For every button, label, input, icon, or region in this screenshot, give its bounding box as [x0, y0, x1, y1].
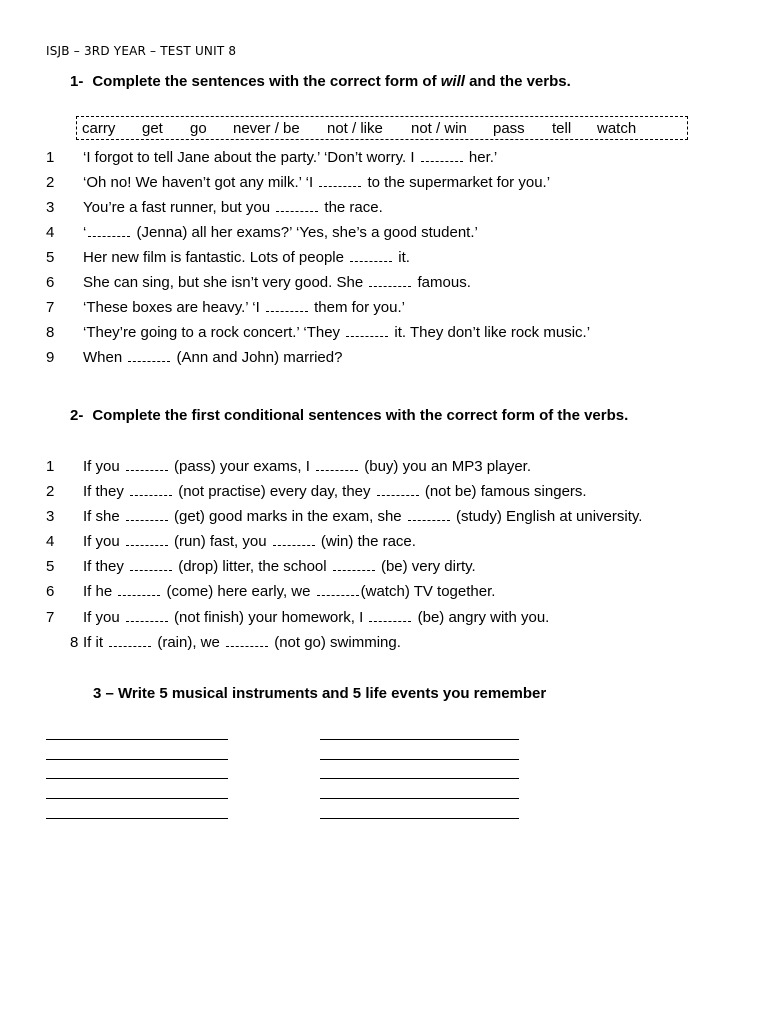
word-box: [76, 116, 688, 140]
item-text: to the supermarket for you.’: [363, 174, 551, 191]
item-text: If you: [83, 458, 124, 475]
answer-line-instrument[interactable]: [46, 759, 228, 760]
answer-blank[interactable]: [369, 274, 411, 287]
word-box-item: tell: [552, 120, 572, 137]
item-text: (not go) swimming.: [270, 634, 401, 651]
item-number: 6: [46, 583, 55, 600]
answer-blank[interactable]: [319, 174, 361, 187]
answer-line-life-event[interactable]: [320, 759, 519, 760]
item-text: (be) angry with you.: [413, 609, 550, 626]
item-number: 3: [46, 508, 55, 525]
item-text: (study) English at university.: [451, 508, 643, 525]
item-number: 5: [46, 249, 55, 266]
word-box-item: go: [190, 120, 207, 137]
exercise-1-title-pre: Complete the sentences with the correct form of: [92, 73, 441, 90]
word-box-item: not / like: [327, 120, 383, 137]
answer-line-life-event[interactable]: [320, 798, 519, 799]
exercise-1-number: 1-: [70, 73, 84, 90]
item-number: 8: [70, 634, 79, 651]
answer-blank[interactable]: [333, 558, 375, 571]
answer-line-life-event[interactable]: [320, 818, 519, 819]
item-text: If they: [83, 483, 129, 500]
word-box-item: carry: [82, 120, 116, 137]
item-text: it. They don’t like rock music.’: [390, 324, 591, 341]
item-text: her.’: [464, 149, 498, 166]
item-text: If you: [83, 533, 124, 550]
item-text: If she: [83, 508, 124, 525]
item-text: (run) fast, you: [169, 533, 271, 550]
item-text: ‘I forgot to tell Jane about the party.’ ‘Don’t worry. I: [83, 149, 419, 166]
answer-blank[interactable]: [421, 149, 463, 162]
item-text: famous.: [413, 274, 471, 291]
exercise-1-heading: [70, 73, 571, 90]
item-number: 6: [46, 274, 55, 291]
item-text: If they: [83, 558, 129, 575]
item-text: (not finish) your homework, I: [169, 609, 368, 626]
item-text: (buy) you an MP3 player.: [360, 458, 531, 475]
item-text: it.: [394, 249, 410, 266]
answer-line-life-event[interactable]: [320, 778, 519, 779]
answer-blank[interactable]: [369, 609, 411, 622]
item-text: (not be) famous singers.: [420, 483, 587, 500]
answer-blank[interactable]: [126, 533, 168, 546]
item-text: ‘These boxes are heavy.’ ‘I: [83, 299, 264, 316]
item-text: ‘Oh no! We haven’t got any milk.’ ‘I: [83, 174, 318, 191]
answer-line-instrument[interactable]: [46, 778, 228, 779]
item-text: If it: [83, 634, 108, 651]
item-text: (not practise) every day, they: [174, 483, 375, 500]
answer-blank[interactable]: [276, 199, 318, 212]
item-number: 7: [46, 299, 55, 316]
word-box-item: pass: [493, 120, 525, 137]
answer-blank[interactable]: [128, 349, 170, 362]
item-number: 3: [46, 199, 55, 216]
item-number: 2: [46, 174, 55, 191]
answer-blank[interactable]: [226, 634, 268, 647]
answer-line-instrument[interactable]: [46, 739, 228, 740]
item-number: 7: [46, 609, 55, 626]
item-text: She can sing, but she isn’t very good. She: [83, 274, 368, 291]
word-box-item: not / win: [411, 120, 467, 137]
item-text: If you: [83, 609, 124, 626]
answer-blank[interactable]: [88, 224, 130, 237]
item-text: (be) very dirty.: [376, 558, 476, 575]
answer-blank[interactable]: [350, 249, 392, 262]
item-number: 2: [46, 483, 55, 500]
item-text: You’re a fast runner, but you: [83, 199, 275, 216]
item-text: (pass) your exams, I: [169, 458, 315, 475]
answer-line-life-event[interactable]: [320, 739, 519, 740]
answer-blank[interactable]: [316, 458, 358, 471]
item-text: (win) the race.: [316, 533, 416, 550]
item-text: the race.: [320, 199, 383, 216]
item-number: 9: [46, 349, 55, 366]
item-text: (come) here early, we: [162, 583, 315, 600]
answer-line-instrument[interactable]: [46, 798, 228, 799]
item-text: ‘They’re going to a rock concert.’ ‘They: [83, 324, 345, 341]
exercise-3-heading: 3 – Write 5 musical instruments and 5 life events you remember: [93, 685, 547, 702]
answer-blank[interactable]: [130, 483, 172, 496]
item-text: them for you.’: [309, 299, 405, 316]
item-text: (watch) TV together.: [360, 583, 496, 600]
answer-blank[interactable]: [130, 558, 172, 571]
item-number: 4: [46, 224, 55, 241]
word-box-item: watch: [597, 120, 637, 137]
word-box-item: get: [142, 120, 163, 137]
item-text: If he: [83, 583, 117, 600]
exercise-1-title-em: will: [440, 73, 465, 90]
item-number: 8: [46, 324, 55, 341]
answer-blank[interactable]: [408, 508, 450, 521]
exercise-2-heading: [70, 407, 628, 424]
answer-blank[interactable]: [126, 458, 168, 471]
answer-blank[interactable]: [346, 324, 388, 337]
answer-blank[interactable]: [377, 483, 419, 496]
item-number: 1: [46, 458, 55, 475]
item-text: When: [83, 349, 127, 366]
answer-blank[interactable]: [273, 533, 315, 546]
word-box-item: never / be: [233, 120, 300, 137]
item-text: ‘: [83, 224, 87, 241]
answer-line-instrument[interactable]: [46, 818, 228, 819]
answer-blank[interactable]: [109, 634, 151, 647]
item-number: 1: [46, 149, 55, 166]
item-text: (drop) litter, the school: [174, 558, 331, 575]
exercise-2-title: Complete the first conditional sentences with the correct form of the verbs.: [92, 407, 629, 424]
item-text: (Jenna) all her exams?’ ‘Yes, she’s a good student.’: [132, 224, 478, 241]
item-number: 5: [46, 558, 55, 575]
answer-blank[interactable]: [317, 583, 359, 596]
answer-blank[interactable]: [126, 508, 168, 521]
answer-blank[interactable]: [126, 609, 168, 622]
exercise-2-number: 2-: [70, 407, 84, 424]
item-text: (Ann and John) married?: [172, 349, 343, 366]
item-number: 4: [46, 533, 55, 550]
exercise-1-title-post: and the verbs.: [464, 73, 571, 90]
page-header: ISJB – 3RD YEAR – TEST UNIT 8: [46, 44, 237, 58]
answer-blank[interactable]: [266, 299, 308, 312]
item-text: (rain), we: [153, 634, 225, 651]
answer-blank[interactable]: [118, 583, 160, 596]
item-text: Her new film is fantastic. Lots of people: [83, 249, 349, 266]
item-text: (get) good marks in the exam, she: [169, 508, 406, 525]
